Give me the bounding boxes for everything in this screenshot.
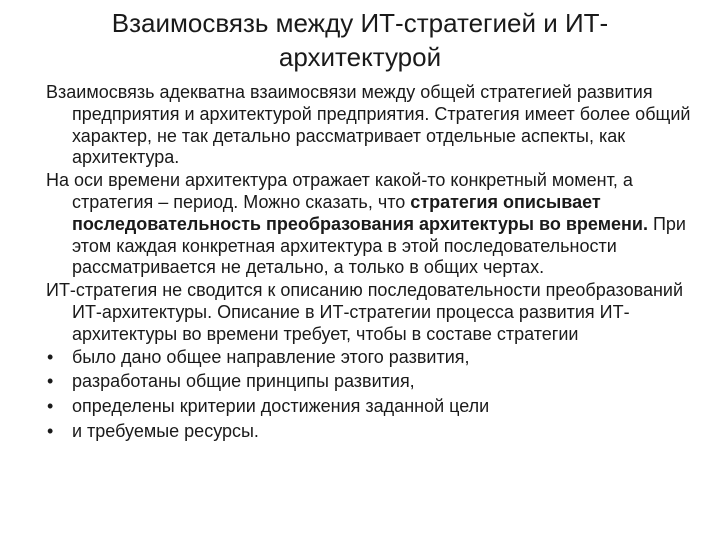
slide-body — [46, 82, 696, 446]
bullet-icon: • — [47, 371, 54, 392]
paragraph-relationship: Взаимосвязь адекватна взаимосвязи между общей стратегией развития предприятия и архитектурой предприятия. Стратегия имеет более общий характер, не так детально рассматривает отдельные аспекты, как архитектура. — [46, 82, 691, 168]
paragraph-it-strategy: ИТ-стратегия не сводится к описанию последовательности преобразований ИТ-архитектуры. Описание в ИТ-стратегии процесса развития ИТ-архитектуры во времени требует, чтобы в составе стратегии — [46, 280, 684, 344]
bullet-icon: • — [47, 396, 54, 417]
bullet-icon: • — [47, 420, 54, 441]
bullet-text: и требуемые ресурсы. — [72, 420, 259, 441]
paragraph-timeline — [46, 170, 696, 279]
bullet-text: определены критерии достижения заданной цели — [72, 396, 490, 417]
bullet-text: было дано общее направление этого развития, — [72, 346, 470, 367]
bullet-item — [46, 347, 696, 369]
bullet-item — [46, 421, 696, 443]
bullet-item — [46, 371, 696, 393]
bullet-text: разработаны общие принципы развития, — [72, 371, 415, 392]
bullet-list — [46, 347, 696, 443]
paragraph-timeline-end: При этом каждая конкретная архитектура в этой последовательности рассматривается не детально, а только в общих чертах. — [72, 213, 686, 278]
slide-title: Взаимосвязь между ИТ-стратегией и ИТ-архитектурой — [111, 8, 609, 72]
bullet-item — [46, 396, 696, 418]
paragraph-timeline-start: На оси времени архитектура отражает какой-то конкретный момент, а стратегия – период. Можно сказать, что — [46, 170, 633, 212]
bullet-icon: • — [47, 346, 54, 367]
paragraph-timeline-emphasis: стратегия описывает последовательность преобразования архитектуры во времени. — [72, 191, 648, 234]
